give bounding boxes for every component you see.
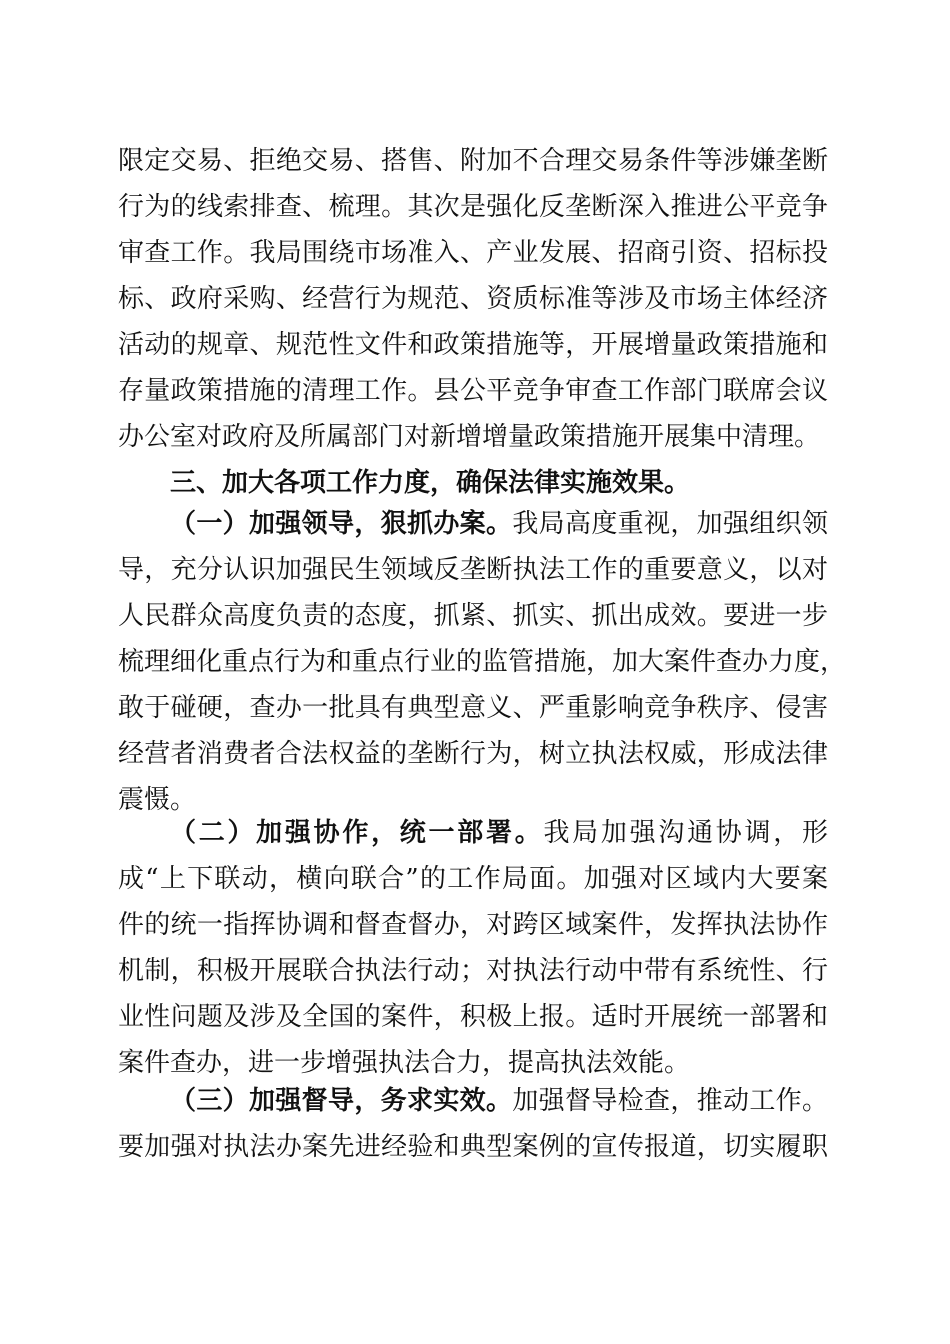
text-line: 经营者消费者合法权益的垄断行为，树立执法权威，形成法律 — [118, 739, 828, 769]
text-line: 件的统一指挥协调和督查督办，对跨区域案件，发挥执法协作 — [118, 910, 828, 940]
text-line: 人民群众高度负责的态度，抓紧、抓实、抓出成效。要进一步 — [118, 601, 828, 631]
text-line: 标、政府采购、经营行为规范、资质标准等涉及市场主体经济 — [118, 284, 828, 314]
text-line: 办公室对政府及所属部门对新增增量政策措施开展集中清理。 — [118, 422, 821, 452]
text-line: 业性问题及涉及全国的案件，积极上报。适时开展统一部署和 — [118, 1002, 828, 1032]
paragraph-continuation — [118, 138, 828, 460]
text-line: 案件查办，进一步增强执法合力，提高执法效能。 — [118, 1048, 691, 1078]
subsection-1-first-text: 我局高度重视，加强组织领 — [512, 509, 828, 539]
text-line: 审查工作。我局围绕市场准入、产业发展、招商引资、招标投 — [118, 238, 828, 268]
text-line: 梳理细化重点行为和重点行业的监管措施，加大案件查办力度， — [118, 647, 847, 677]
text-line: 行为的线索排查、梳理。其次是强化反垄断深入推进公平竞争 — [118, 192, 828, 222]
text-line: 敢于碰硬，查办一批具有典型意义、严重影响竞争秩序、侵害 — [118, 693, 828, 723]
text-line: 存量政策措施的清理工作。县公平竞争审查工作部门联席会议 — [118, 376, 828, 406]
subsection-first-line — [118, 1078, 828, 1124]
subsection-2 — [118, 810, 828, 1086]
subsection-1 — [118, 501, 847, 823]
text-line: 限定交易、拒绝交易、搭售、附加不合理交易条件等涉嫌垄断 — [118, 146, 828, 176]
text-line: 活动的规章、规范性文件和政策措施等，开展增量政策措施和 — [118, 330, 828, 360]
text-line: 要加强对执法办案先进经验和典型案例的宣传报道，切实履职 — [118, 1132, 828, 1162]
subsection-2-title: （二）加强协作，统一部署。 — [170, 818, 544, 848]
subsection-1-title: （一）加强领导，狠抓办案。 — [170, 509, 513, 539]
subsection-3 — [118, 1078, 828, 1170]
text-line: 导，充分认识加强民生领域反垄断执法工作的重要意义，以对 — [118, 555, 828, 585]
subsection-3-first-text: 加强督导检查，推动工作。 — [512, 1086, 828, 1116]
text-line: 机制，积极开展联合执法行动；对执法行动中带有系统性、行 — [118, 956, 828, 986]
subsection-first-line — [118, 810, 828, 856]
subsection-first-line — [118, 501, 828, 547]
text-line: 震慑。 — [118, 785, 197, 815]
subsection-2-first-text: 我局加强沟通协调，形 — [543, 818, 828, 848]
text-line: 成“上下联动，横向联合”的工作局面。加强对区域内大要案 — [118, 864, 828, 894]
section-heading — [118, 460, 828, 506]
subsection-3-title: （三）加强督导，务求实效。 — [170, 1086, 513, 1116]
section-3-heading: 三、加大各项工作力度，确保法律实施效果。 — [170, 468, 691, 498]
